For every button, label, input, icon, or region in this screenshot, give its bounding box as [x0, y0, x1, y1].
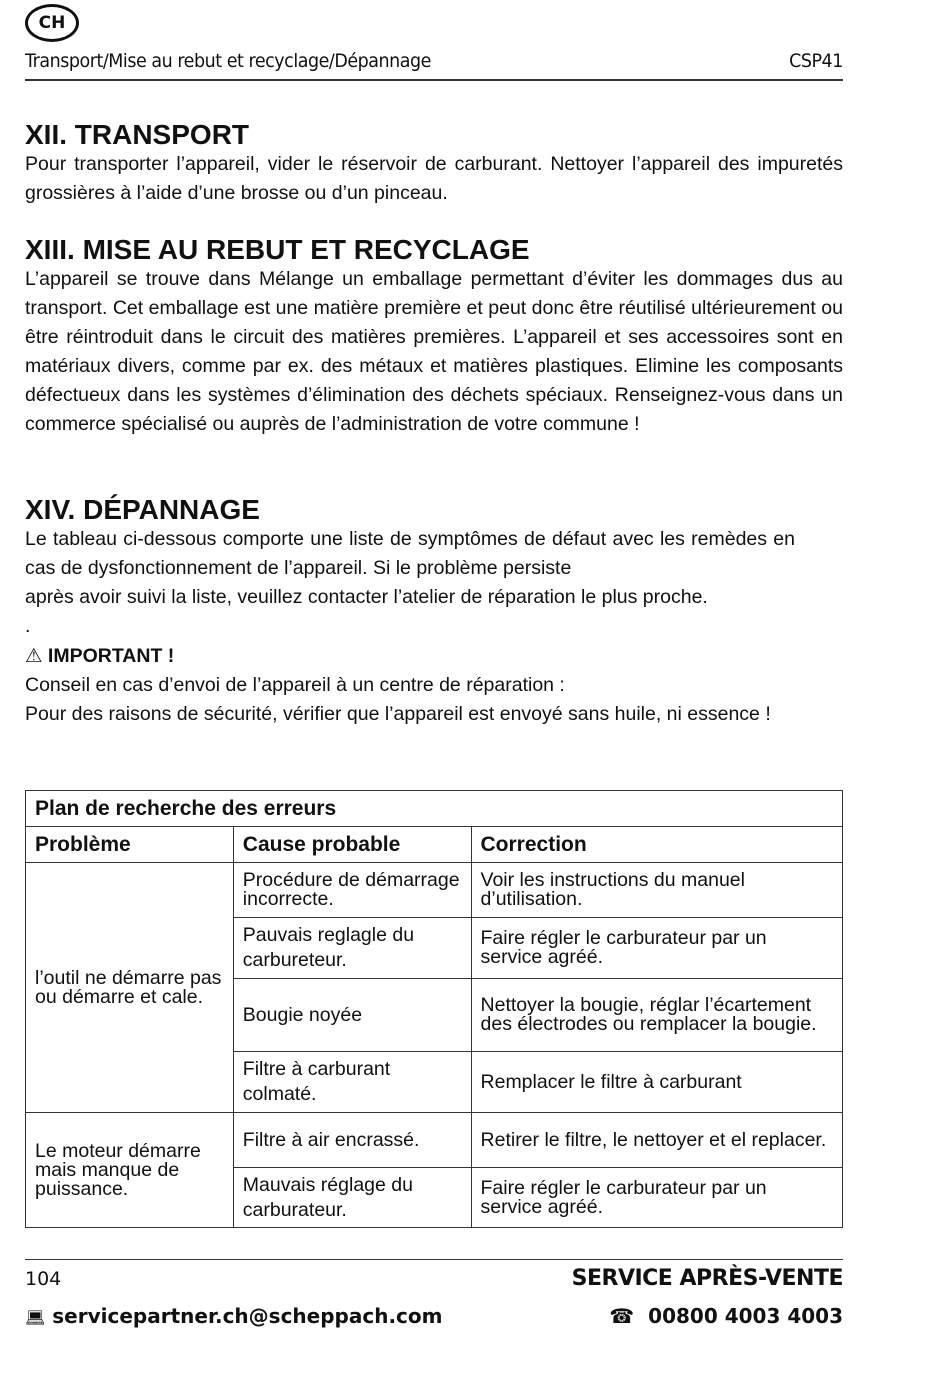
- phone-contact: [609, 1304, 843, 1328]
- page-number: 104: [25, 1267, 62, 1290]
- computer-icon: 💻︎: [25, 1308, 46, 1327]
- section-text: L’appareil se trouve dans Mélange un emballage permettant d’éviter les dommages dus au transport. Cet emballage est une matière première et peut donc être réutilisé ultérieurement ou être réintroduit dans le circuit des matières premières. L’appareil et ses accessoires sont en matériaux divers, comme par ex. des métaux et matières plastiques. Elimine les composants défectueux dans les systèmes d’élimination des déchets spéciaux. Renseignez-vous dans un commerce spécialisé ou auprès de l’administration de votre commune !: [25, 268, 843, 435]
- section-troubleshooting: [25, 495, 843, 729]
- column-header: Cause probable: [233, 827, 471, 863]
- header-divider: [25, 79, 843, 81]
- problem-cell: l’outil ne démarre pas ou démarre et cale.: [26, 863, 234, 1113]
- cause-cell: Bougie noyée: [233, 979, 471, 1052]
- cause-cell: Filtre à air encrassé.: [233, 1113, 471, 1168]
- footer-divider: [25, 1259, 843, 1260]
- country-badge: [25, 4, 79, 42]
- model-name: CSP41: [789, 50, 843, 72]
- fix-cell: Faire régler le carburateur par un service agréé.: [471, 918, 842, 979]
- email-contact: [25, 1304, 443, 1328]
- footer-top: [25, 1266, 843, 1291]
- phone-number: 00800 4003 4003: [648, 1304, 843, 1328]
- country-code: CH: [38, 13, 66, 33]
- section-heading: XIV. DÉPANNAGE: [25, 494, 260, 525]
- fix-cell: Faire régler le carburateur par un service agréé.: [471, 1168, 842, 1228]
- table-row: [26, 1113, 843, 1168]
- email-link[interactable]: servicepartner.ch@scheppach.com: [52, 1304, 443, 1328]
- table-title: Plan de recherche des erreurs: [26, 791, 843, 827]
- header-title: Transport/Mise au rebut et recyclage/Dépannage: [25, 50, 431, 72]
- cause-cell: Mauvais réglage du carburateur.: [233, 1168, 471, 1228]
- important-text: Conseil en cas d’envoi de l’appareil à un centre de réparation :: [25, 674, 565, 696]
- cause-cell: Pauvais reglagle du carbureteur.: [233, 918, 471, 979]
- service-title: SERVICE APRÈS-VENTE: [571, 1266, 843, 1291]
- section-recycling: [25, 235, 843, 439]
- important-text: Pour des raisons de sécurité, vérifier que l’appareil est envoyé sans huile, ni essence !: [25, 703, 771, 725]
- column-header: Correction: [471, 827, 842, 863]
- cause-cell: Filtre à carburant colmaté.: [233, 1052, 471, 1113]
- fix-cell: Voir les instructions du manuel d’utilisation.: [471, 863, 842, 918]
- section-heading: XII. TRANSPORT: [25, 119, 250, 150]
- important-label: IMPORTANT !: [47, 645, 175, 667]
- section-text: Le tableau ci-dessous comporte une liste de symptômes de défaut avec les remèdes en cas de dysfonctionnement de l’appareil. Si le problème persiste: [25, 528, 795, 579]
- fix-cell: Remplacer le filtre à carburant: [471, 1052, 842, 1113]
- section-text: Pour transporter l’appareil, vider le réservoir de carburant. Nettoyer l’appareil des impuretés grossières à l’aide d’une brosse ou d’un pinceau.: [25, 153, 843, 204]
- troubleshooting-table: [25, 790, 843, 1228]
- phone-icon: ☎: [609, 1304, 635, 1328]
- warning-icon: ⚠: [25, 644, 43, 667]
- page-header: [25, 50, 843, 72]
- troubleshooting-table-wrap: [25, 790, 843, 1228]
- cause-cell: Procédure de démarrage incorrecte.: [233, 863, 471, 918]
- footer-contact: [25, 1304, 843, 1328]
- section-dot: .: [25, 615, 31, 637]
- table-row: [26, 863, 843, 918]
- fix-cell: Nettoyer la bougie, réglar l’écartement des électrodes ou remplacer la bougie.: [471, 979, 842, 1052]
- fix-cell: Retirer le filtre, le nettoyer et el replacer.: [471, 1113, 842, 1168]
- section-heading: XIII. MISE AU REBUT ET RECYCLAGE: [25, 234, 530, 265]
- section-text: après avoir suivi la liste, veuillez contacter l’atelier de réparation le plus proche.: [25, 586, 708, 608]
- section-transport: [25, 120, 843, 208]
- problem-cell: Le moteur démarre mais manque de puissance.: [26, 1113, 234, 1228]
- important-notice: [25, 641, 843, 671]
- column-header: Problème: [26, 827, 234, 863]
